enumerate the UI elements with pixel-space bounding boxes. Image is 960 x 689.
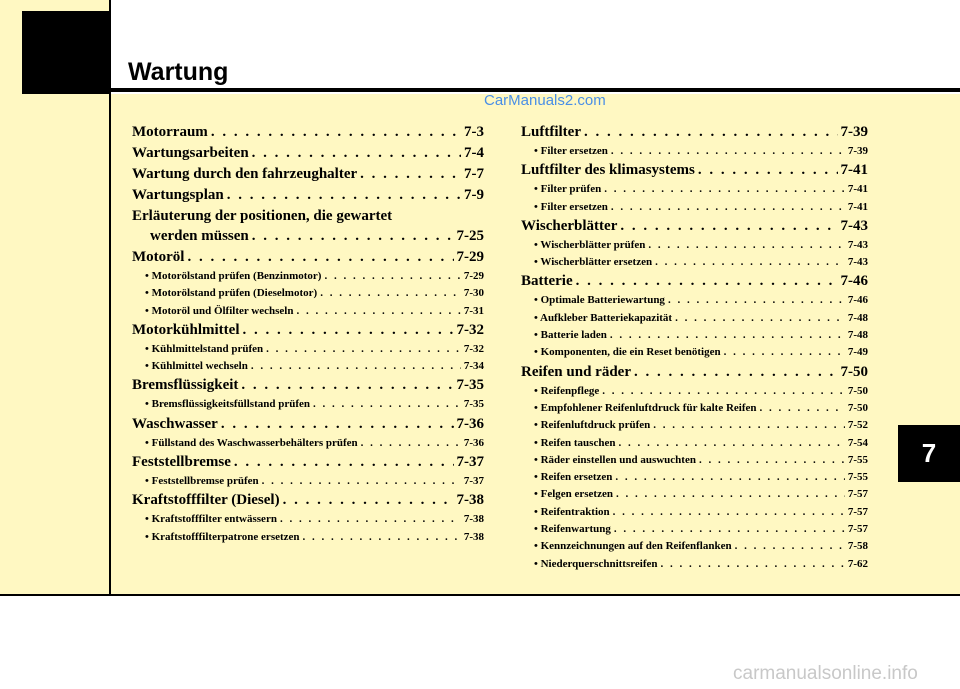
toc-page-number: 7-62 xyxy=(847,557,868,570)
toc-page-number: 7-41 xyxy=(847,200,868,213)
chapter-tab[interactable] xyxy=(898,425,960,482)
toc-leader-dots xyxy=(610,327,845,344)
toc-page-number: 7-46 xyxy=(847,294,868,307)
toc-leader-dots xyxy=(618,435,844,452)
toc-subentry[interactable] xyxy=(521,292,868,309)
toc-leader-dots xyxy=(211,122,461,143)
toc-page-number: 7-46 xyxy=(840,273,868,290)
toc-page-number: 7-49 xyxy=(847,346,868,359)
toc-subentry[interactable] xyxy=(132,529,484,546)
toc-subentry[interactable] xyxy=(521,521,868,538)
toc-page-number: 7-38 xyxy=(456,492,484,509)
toc-leader-dots xyxy=(614,521,845,538)
toc-subentry[interactable] xyxy=(521,344,868,361)
toc-page-number: 7-39 xyxy=(847,145,868,157)
toc-entry-title: Feststellbremse xyxy=(132,454,231,471)
toc-page-number: 7-41 xyxy=(847,183,868,196)
toc-entry-title: Reifen und räder xyxy=(521,363,631,380)
toc-left-column xyxy=(132,122,484,546)
toc-entry-title: • Reifenwartung xyxy=(534,523,611,536)
toc-page-number: 7-43 xyxy=(840,217,868,234)
toc-subentry[interactable] xyxy=(521,199,868,216)
toc-page-number: 7-4 xyxy=(464,145,484,161)
toc-subentry[interactable] xyxy=(521,486,868,503)
toc-leader-dots xyxy=(252,143,461,164)
toc-leader-dots xyxy=(252,226,454,247)
toc-entry-title: • Reifenpflege xyxy=(534,384,600,397)
watermark-top[interactable]: CarManuals2.com xyxy=(484,92,606,109)
toc-leader-dots xyxy=(266,341,461,358)
toc-entry[interactable] xyxy=(132,143,484,164)
toc-entry[interactable] xyxy=(132,226,484,247)
toc-subentry[interactable] xyxy=(521,504,868,521)
toc-leader-dots xyxy=(634,362,838,383)
toc-page-number: 7-3 xyxy=(464,124,484,140)
toc-subentry[interactable] xyxy=(521,452,868,469)
toc-page-number: 7-57 xyxy=(847,488,868,501)
toc-subentry[interactable] xyxy=(521,538,868,555)
toc-entry-title: • Reifen ersetzen xyxy=(534,471,613,484)
toc-page-number: 7-32 xyxy=(463,342,484,355)
chapter-tab-number: 7 xyxy=(921,438,937,468)
toc-subentry[interactable] xyxy=(521,400,868,417)
toc-entry[interactable] xyxy=(521,122,868,143)
toc-entry-title: • Optimale Batteriewartung xyxy=(534,294,665,307)
corner-block xyxy=(22,11,110,94)
bottom-rule xyxy=(0,594,960,596)
toc-entry-title: • Wischerblätter prüfen xyxy=(534,238,646,251)
toc-entry-title: Motorkühlmittel xyxy=(132,321,240,338)
toc-subentry[interactable] xyxy=(521,383,868,400)
toc-leader-dots xyxy=(724,344,845,361)
toc-page-number: 7-29 xyxy=(463,270,484,282)
toc-page-number: 7-50 xyxy=(847,384,868,397)
toc-entry[interactable] xyxy=(521,160,868,181)
toc-entry[interactable] xyxy=(521,362,868,383)
toc-subentry[interactable] xyxy=(521,556,868,573)
toc-entry-title: • Aufkleber Batteriekapazität xyxy=(534,311,673,324)
toc-entry-title: Motorraum xyxy=(132,124,208,140)
toc-entry-title: • Motoröl und Ölfilter wechseln xyxy=(145,304,294,317)
toc-leader-dots xyxy=(221,414,454,435)
toc-entry[interactable] xyxy=(132,375,484,396)
toc-entry-title: • Füllstand des Waschwasserbehälters prüfen xyxy=(145,436,358,449)
toc-entry-title: • Filter prüfen xyxy=(534,183,602,196)
toc-leader-dots xyxy=(251,358,461,375)
toc-page-number: 7-35 xyxy=(456,377,484,394)
toc-leader-dots xyxy=(604,181,845,198)
toc-leader-dots xyxy=(735,538,845,555)
toc-subentry[interactable] xyxy=(521,469,868,486)
toc-leader-dots xyxy=(234,452,454,473)
toc-leader-dots xyxy=(361,435,461,452)
toc-leader-dots xyxy=(615,469,844,486)
toc-entry-title: • Reifenluftdruck prüfen xyxy=(534,419,651,432)
toc-entry-title: • Filter ersetzen xyxy=(534,200,608,213)
toc-subentry[interactable] xyxy=(521,310,868,327)
toc-leader-dots xyxy=(698,160,838,181)
toc-leader-dots xyxy=(584,122,838,143)
toc-page-number: 7-52 xyxy=(847,419,868,432)
toc-entry-title: • Kühlmittel wechseln xyxy=(145,360,248,373)
toc-subentry[interactable] xyxy=(132,435,484,452)
toc-entry-title: • Feststellbremse prüfen xyxy=(145,475,259,488)
toc-leader-dots xyxy=(324,268,460,285)
toc-subentry[interactable] xyxy=(132,396,484,413)
toc-page-number: 7-30 xyxy=(463,287,484,300)
toc-page-number: 7-34 xyxy=(463,360,484,373)
toc-entry-title: • Batterie laden xyxy=(534,329,607,342)
toc-leader-dots xyxy=(611,199,845,216)
toc-leader-dots xyxy=(620,216,837,237)
toc-entry-title: • Filter ersetzen xyxy=(534,145,608,157)
toc-subentry[interactable] xyxy=(132,358,484,375)
toc-subentry[interactable] xyxy=(132,511,484,528)
toc-entry-title: Motoröl xyxy=(132,249,185,265)
toc-entry[interactable] xyxy=(132,122,484,143)
toc-page-number: 7-32 xyxy=(456,321,484,338)
toc-entry-title: • Reifen tauschen xyxy=(534,436,616,449)
toc-entry[interactable] xyxy=(132,490,484,511)
toc-leader-dots xyxy=(602,383,845,400)
toc-subentry[interactable] xyxy=(132,268,484,285)
toc-page-number: 7-58 xyxy=(847,540,868,553)
toc-page-number: 7-36 xyxy=(456,415,484,432)
toc-leader-dots xyxy=(360,164,461,185)
toc-leader-dots xyxy=(283,490,454,511)
toc-entry-title: • Komponenten, die ein Reset benötigen xyxy=(534,346,721,359)
toc-page-number: 7-55 xyxy=(847,471,868,484)
toc-subentry[interactable] xyxy=(521,435,868,452)
toc-leader-dots xyxy=(280,511,461,528)
toc-page-number: 7-50 xyxy=(840,363,868,380)
toc-leader-dots xyxy=(303,529,461,546)
toc-entry[interactable] xyxy=(132,452,484,473)
toc-page-number: 7-29 xyxy=(456,249,484,265)
toc-page-number: 7-48 xyxy=(847,311,868,324)
watermark-bottom[interactable]: carmanualsonline.info xyxy=(733,663,918,684)
toc-entry-title: • Wischerblätter ersetzen xyxy=(534,256,653,269)
toc-leader-dots xyxy=(320,285,461,302)
toc-entry-title: • Motorölstand prüfen (Dieselmotor) xyxy=(145,287,318,300)
toc-entry[interactable] xyxy=(132,164,484,185)
toc-entry-title: • Kraftstofffilterpatrone ersetzen xyxy=(145,530,300,543)
toc-page-number: 7-43 xyxy=(847,238,868,251)
toc-entry-title: Erläuterung der positionen, die gewartet xyxy=(132,208,393,224)
toc-page-number: 7-48 xyxy=(847,329,868,342)
toc-entry-title: werden müssen xyxy=(150,228,249,244)
toc-leader-dots xyxy=(653,417,845,434)
toc-leader-dots xyxy=(613,504,845,521)
toc-page-number: 7-37 xyxy=(456,454,484,471)
toc-entry-title: Wischerblätter xyxy=(521,217,618,234)
toc-entry[interactable] xyxy=(132,414,484,435)
toc-leader-dots xyxy=(655,254,845,271)
toc-page-number: 7-25 xyxy=(456,228,484,244)
toc-subentry[interactable] xyxy=(521,143,868,160)
toc-page-number: 7-57 xyxy=(847,523,868,536)
toc-leader-dots xyxy=(616,486,845,503)
toc-page-number: 7-50 xyxy=(847,401,868,414)
toc-leader-dots xyxy=(242,320,453,341)
toc-leader-dots xyxy=(668,292,845,309)
toc-subentry[interactable] xyxy=(521,327,868,344)
toc-leader-dots xyxy=(187,247,453,268)
toc-entry-title: • Bremsflüssigkeitsfüllstand prüfen xyxy=(145,398,311,411)
toc-entry-title: Waschwasser xyxy=(132,415,218,432)
toc-page-number: 7-38 xyxy=(463,530,484,543)
toc-subentry[interactable] xyxy=(521,237,868,254)
toc-leader-dots xyxy=(576,271,838,292)
toc-page-number: 7-43 xyxy=(847,256,868,269)
toc-entry[interactable] xyxy=(132,247,484,268)
toc-entry[interactable] xyxy=(132,320,484,341)
toc-entry[interactable] xyxy=(132,206,484,226)
toc-leader-dots xyxy=(760,400,845,417)
toc-entry-title: • Niederquerschnittsreifen xyxy=(534,557,658,570)
toc-entry-title: Wartung durch den fahrzeughalter xyxy=(132,166,358,182)
toc-leader-dots xyxy=(648,237,844,254)
toc-entry[interactable] xyxy=(132,185,484,206)
toc-leader-dots xyxy=(313,396,461,413)
toc-entry[interactable] xyxy=(521,216,868,237)
toc-subentry[interactable] xyxy=(132,473,484,490)
toc-page-number: 7-9 xyxy=(464,187,484,203)
toc-entry-title: Kraftstofffilter (Diesel) xyxy=(132,492,280,509)
toc-entry-title: • Felgen ersetzen xyxy=(534,488,613,501)
toc-subentry[interactable] xyxy=(521,417,868,434)
toc-page-number: 7-41 xyxy=(840,162,868,179)
chapter-title: Wartung xyxy=(128,58,229,86)
toc-page-number: 7-54 xyxy=(847,436,868,449)
toc-page-number: 7-37 xyxy=(463,475,484,488)
toc-entry-title: • Kraftstofffilter entwässern xyxy=(145,513,277,526)
toc-entry-title: • Empfohlener Reifenluftdruck für kalte Reifen xyxy=(534,401,757,414)
toc-entry-title: • Räder einstellen und auswuchten xyxy=(534,453,696,466)
toc-leader-dots xyxy=(227,185,461,206)
toc-subentry[interactable] xyxy=(521,254,868,271)
toc-entry-title: Wartungsplan xyxy=(132,187,224,203)
toc-leader-dots xyxy=(611,143,845,160)
toc-right-column xyxy=(521,122,868,573)
toc-leader-dots xyxy=(262,473,461,490)
toc-page-number: 7-57 xyxy=(847,505,868,518)
toc-page-number: 7-36 xyxy=(463,436,484,449)
toc-subentry[interactable] xyxy=(132,303,484,320)
toc-leader-dots xyxy=(699,452,845,469)
toc-page-number: 7-35 xyxy=(463,398,484,411)
toc-leader-dots xyxy=(661,556,845,573)
toc-page-number: 7-39 xyxy=(840,124,868,140)
toc-entry-title: Wartungsarbeiten xyxy=(132,145,249,161)
toc-page-number: 7-38 xyxy=(463,513,484,526)
toc-page-number: 7-31 xyxy=(463,304,484,317)
toc-entry-title: Bremsflüssigkeit xyxy=(132,377,239,394)
toc-leader-dots xyxy=(675,310,845,327)
toc-entry-title: • Kennzeichnungen auf den Reifenflanken xyxy=(534,540,732,553)
toc-subentry[interactable] xyxy=(521,181,868,198)
toc-subentry[interactable] xyxy=(132,285,484,302)
toc-page-number: 7-55 xyxy=(847,453,868,466)
toc-subentry[interactable] xyxy=(132,341,484,358)
toc-entry-title: Luftfilter xyxy=(521,124,581,140)
toc-entry[interactable] xyxy=(521,271,868,292)
toc-leader-dots xyxy=(241,375,453,396)
toc-entry-title: • Reifentraktion xyxy=(534,505,610,518)
header-bar xyxy=(109,0,960,94)
toc-entry-title: Luftfilter des klimasystems xyxy=(521,162,695,179)
toc-entry-title: Batterie xyxy=(521,273,573,290)
toc-entry-title: • Kühlmittelstand prüfen xyxy=(145,342,264,355)
toc-entry-title: • Motorölstand prüfen (Benzinmotor) xyxy=(145,270,322,282)
toc-page-number: 7-7 xyxy=(464,166,484,182)
toc-leader-dots xyxy=(296,303,460,320)
